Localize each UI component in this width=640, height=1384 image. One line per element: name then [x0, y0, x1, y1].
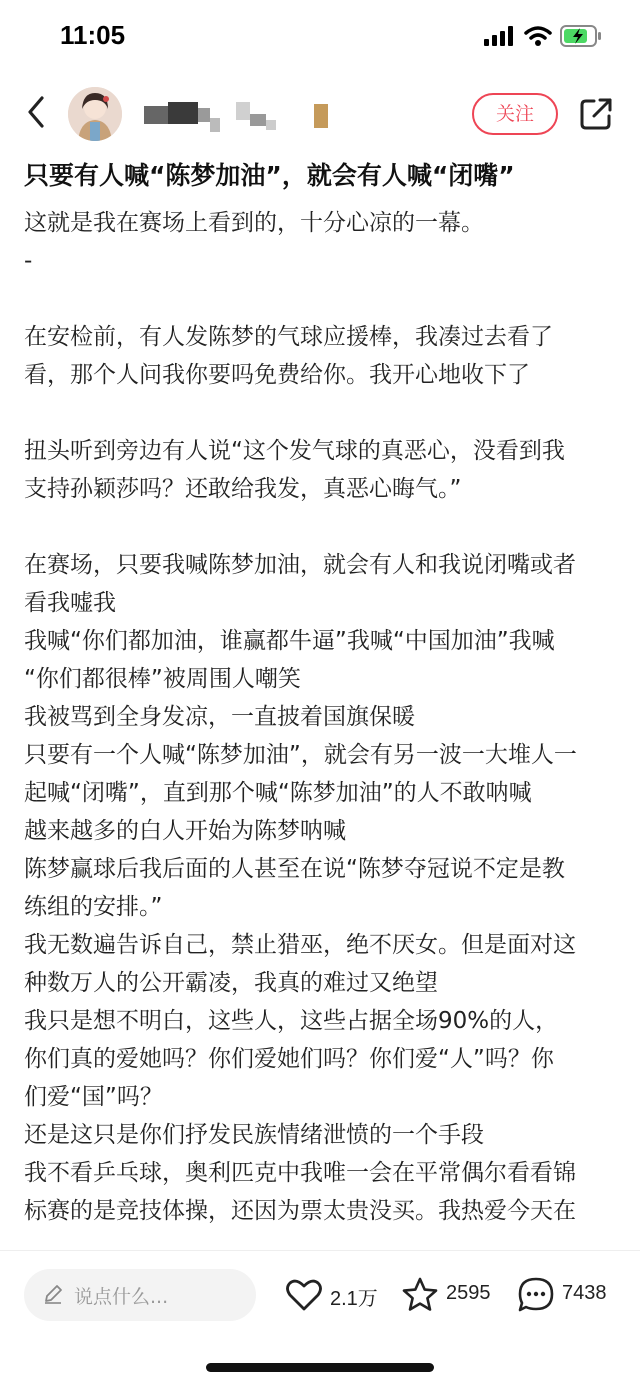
avatar-illustration: [68, 87, 122, 141]
post-line: 在安检前，有人发陈梦的气球应援棒，我凑过去看了: [24, 324, 553, 350]
like-button[interactable]: [284, 1275, 384, 1315]
avatar[interactable]: [68, 87, 122, 141]
post-line: 在赛场，只要我喊陈梦加油，就会有人和我说闭嘴或者: [24, 552, 576, 578]
paragraph-gap: [24, 394, 620, 432]
post-line: 我喊“你们都加油，谁赢都牛逼”我喊“中国加油”我喊: [24, 628, 555, 654]
bottom-action-bar: [0, 1250, 640, 1384]
post-line: -: [24, 248, 33, 274]
post-line: 越来越多的白人开始为陈梦呐喊: [24, 818, 346, 844]
comment-count: 7438: [562, 1282, 607, 1304]
post-line: 起喊“闭嘴”，直到那个喊“陈梦加油”的人不敢呐喊: [24, 780, 532, 806]
post-content: [24, 204, 620, 1230]
post-line: “你们都很棒”被周围人嘲笑: [24, 666, 301, 692]
home-indicator: [206, 1363, 434, 1372]
post-line: 看，那个人问我你要吗免费给你。我开心地收下了: [24, 362, 530, 388]
heart-icon: [284, 1275, 324, 1315]
comment-placeholder: 说点什么...: [74, 1286, 169, 1308]
favorite-button[interactable]: [400, 1275, 500, 1315]
follow-button[interactable]: 关注: [472, 93, 558, 135]
favorite-count: 2595: [446, 1282, 491, 1304]
paragraph-gap: [24, 508, 620, 546]
post-line: 我无数遍告诉自己，禁止猎巫，绝不厌女。但是面对这: [24, 932, 576, 958]
post-header: [0, 80, 640, 150]
post-line: 陈梦赢球后我后面的人甚至在说“陈梦夺冠说不定是教: [24, 856, 565, 882]
post-line: 你们真的爱她吗？你们爱她们吗？你们爱“人”吗？你: [24, 1046, 554, 1072]
post-line: 我只是想不明白，这些人，这些占据全场90%的人，: [24, 1008, 559, 1034]
post-line: 种数万人的公开霸凌，我真的难过又绝望: [24, 970, 438, 996]
post-line: 我不看乒乓球，奥利匹克中我唯一会在平常偶尔看看锦: [24, 1160, 576, 1186]
username-blurred[interactable]: [140, 100, 340, 136]
post-line: 这就是我在赛场上看到的，十分心凉的一幕。: [24, 210, 484, 236]
post-line: 支持孙颖莎吗？还敢给我发，真恶心晦气。”: [24, 476, 462, 502]
wifi-icon: [524, 26, 552, 46]
post-line: 扭头听到旁边有人说“这个发气球的真恶心，没看到我: [24, 438, 565, 464]
like-count: 2.1万: [330, 1288, 378, 1310]
post-line: 标赛的是竞技体操，还因为票太贵没买。我热爱今天在: [24, 1198, 576, 1224]
post-line: 还是这只是你们抒发民族情绪泄愤的一个手段: [24, 1122, 484, 1148]
chevron-left-icon[interactable]: [20, 92, 56, 132]
post-line: 我被骂到全身发凉，一直披着国旗保暖: [24, 704, 415, 730]
post-line: 练组的安排。”: [24, 894, 163, 920]
share-icon[interactable]: [578, 96, 614, 132]
signal-icon: [484, 26, 516, 46]
comment-button[interactable]: [516, 1275, 626, 1315]
paragraph-gap: [24, 280, 620, 318]
status-time: 11:05: [60, 20, 126, 50]
post-title: 只要有人喊“陈梦加油”，就会有人喊“闭嘴”: [24, 161, 515, 190]
battery-icon: [560, 24, 602, 48]
comment-input[interactable]: [24, 1269, 256, 1321]
pen-icon: [42, 1283, 64, 1305]
post-line: 看我嘘我: [24, 590, 116, 616]
post-line: 们爱“国”吗？: [24, 1084, 163, 1110]
comment-bubble-icon: [516, 1275, 556, 1315]
status-bar: [0, 0, 640, 72]
post-line: 只要有一个人喊“陈梦加油”，就会有另一波一大堆人一: [24, 742, 577, 768]
star-icon: [400, 1275, 440, 1315]
